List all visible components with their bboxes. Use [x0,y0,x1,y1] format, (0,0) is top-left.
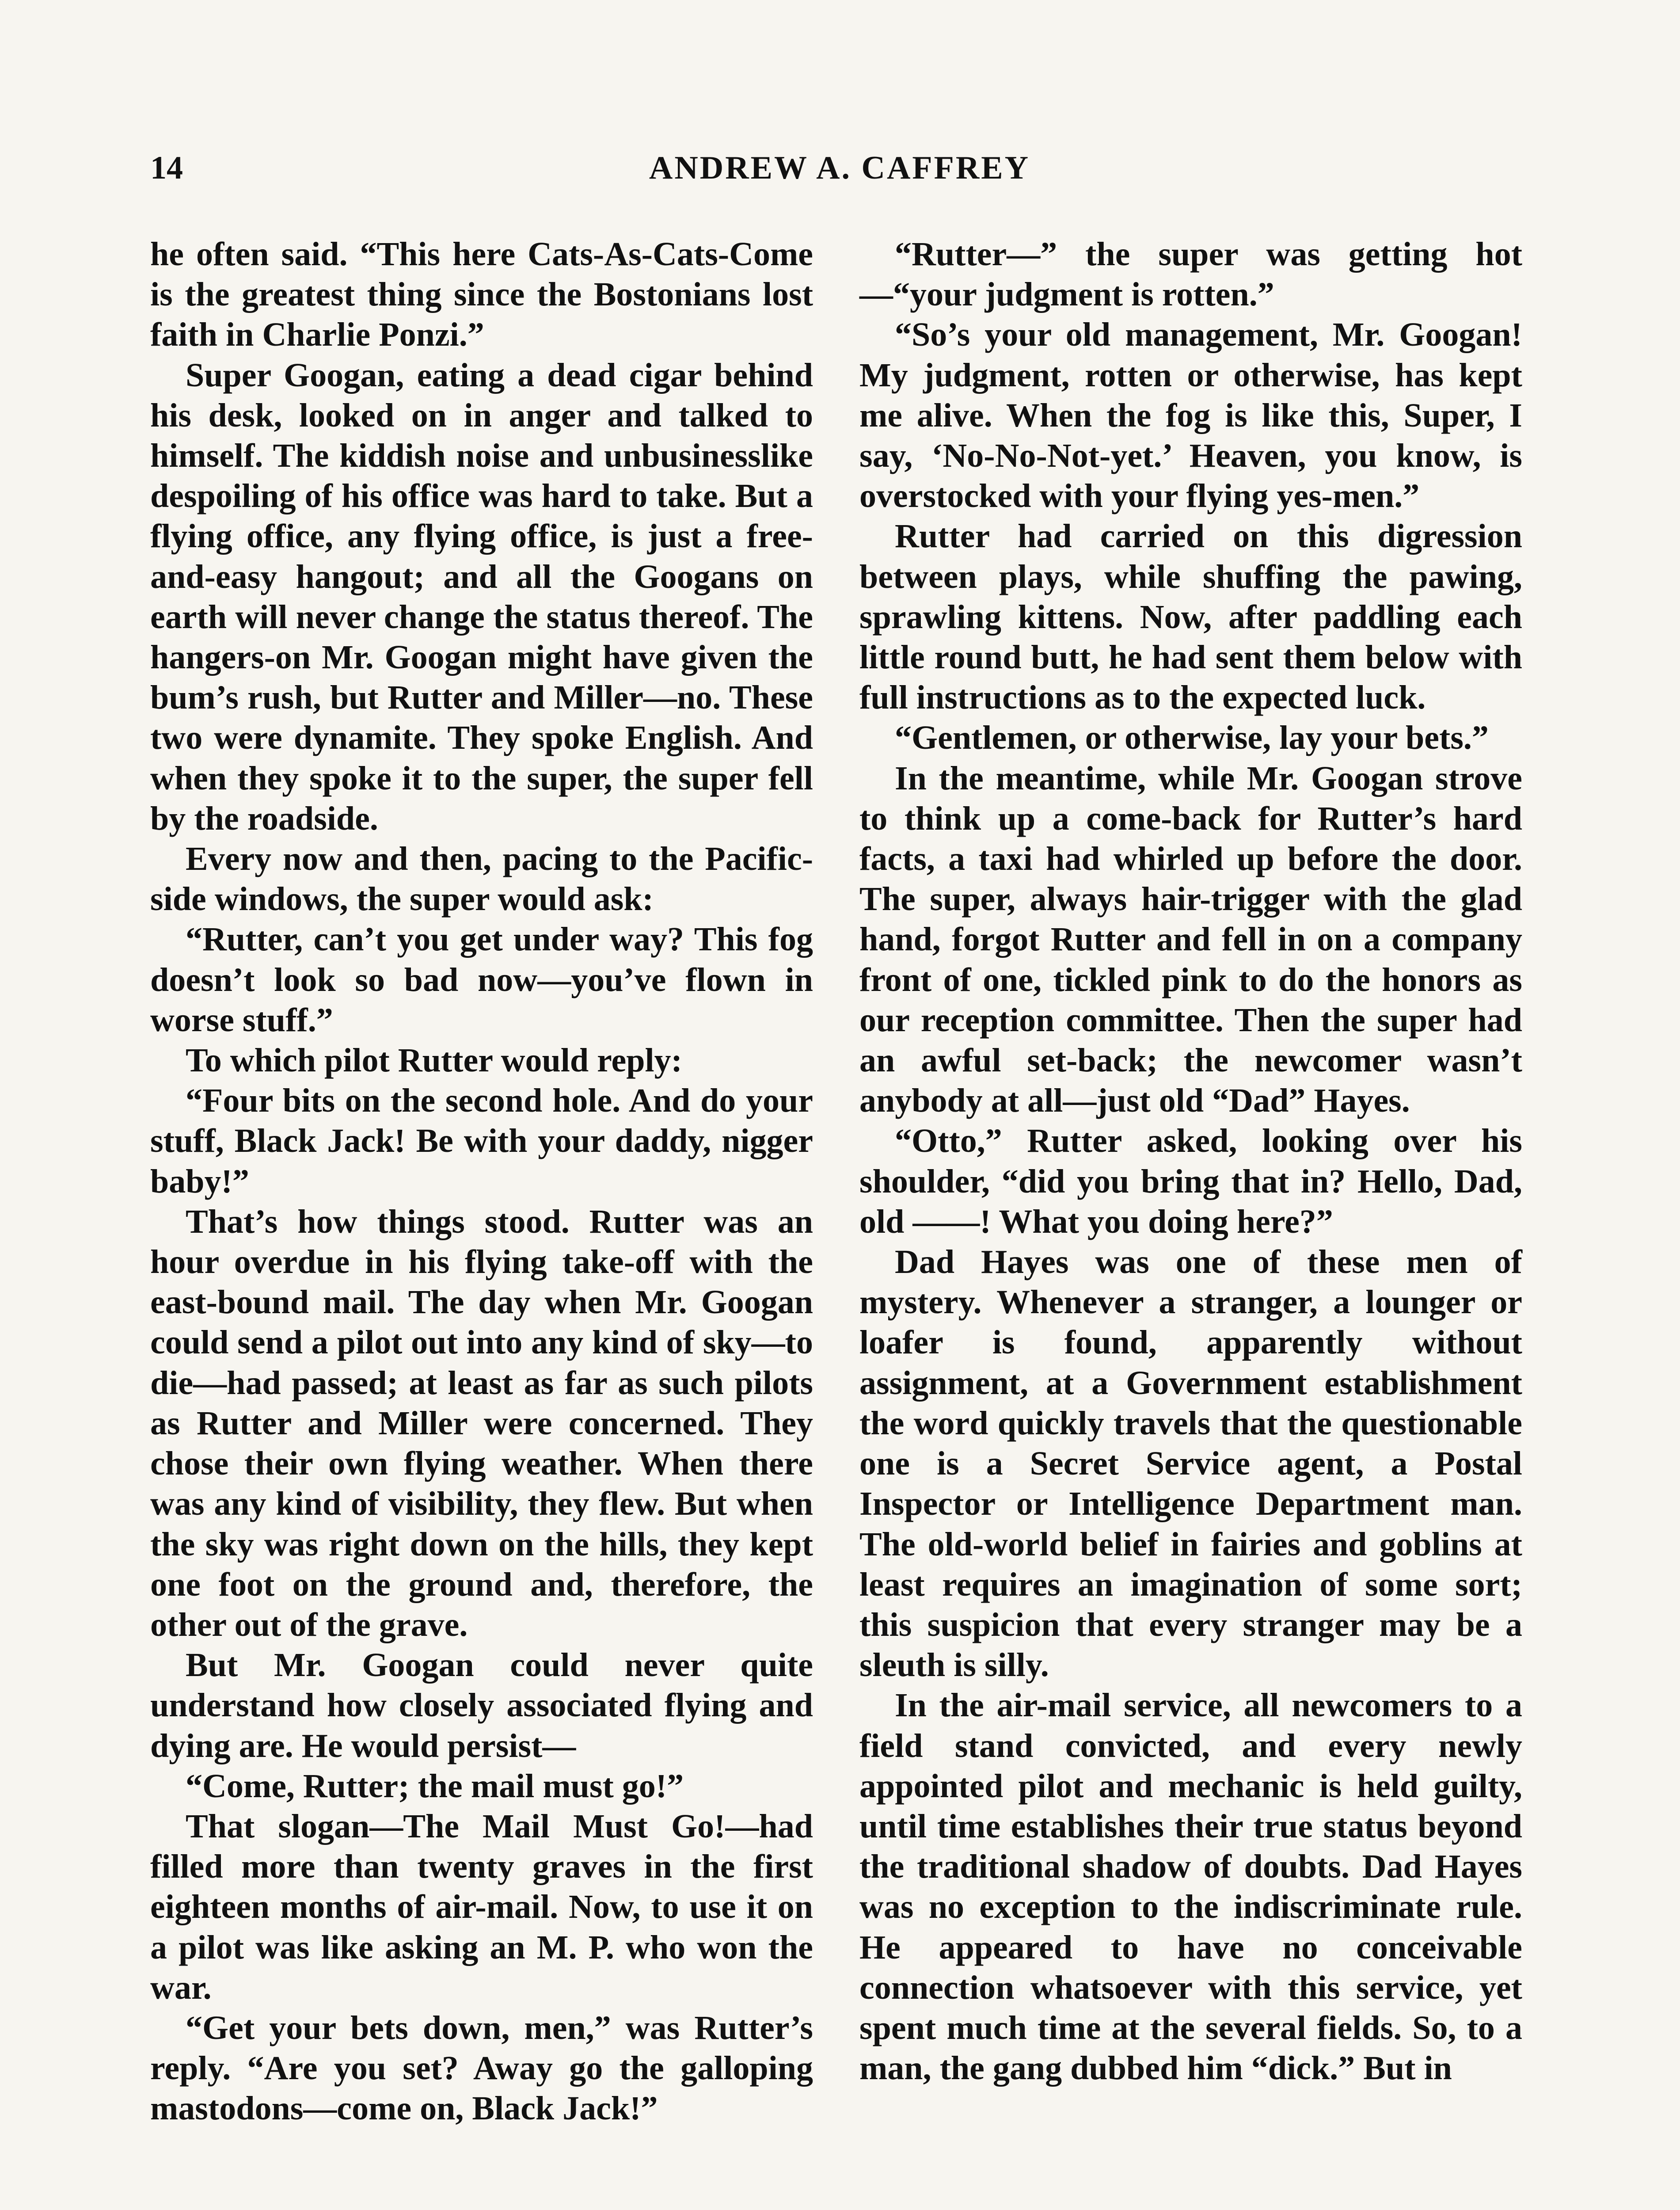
paragraph: “Rutter, can’t you get under way? This fog doesn’t look so bad now—you’ve flown in worse stuff.” [150,921,813,1039]
paragraph: In the meantime, while Mr. Googan strove to think up a come-back for Rutter’s hard facts, a taxi had whirled up before the door. The super, always hair-trigger with the glad hand, forgot Rutter and fell in on a company front of one, tickled pink to do the honors as our reception committee. Then the super had an awful set-back; the newcomer wasn’t anybody at all—just old “Dad” Hayes. [859,759,1522,1120]
right-column [859,234,1522,2088]
paragraph: “Come, Rutter; the mail must go!” [186,1767,684,1805]
paragraph: Dad Hayes was one of these men of mystery. Whenever a stranger, a lounger or loafer is found, apparently without assignment, at a Government establishment the word quickly travels that the questionable one is a Secret Service agent, a Postal Inspector or Intelligence Department man. The old-world belief in fairies and goblins at least requires an imagination of some sort; this suspicion that every stranger may be a sleuth is silly. [859,1243,1522,1684]
paragraph: That slogan—The Mail Must Go!—had filled more than twenty graves in the first eighteen months of air-mail. Now, to use it on a pilot was like asking an M. P. who won the war. [150,1807,813,2006]
paragraph: “Get your bets down, men,” was Rutter’s reply. “Are you set? Away go the galloping mastodons—come on, Black Jack!” [150,2009,813,2127]
paragraph: To which pilot Rutter would reply: [186,1042,682,1079]
paragraph: “So’s your old management, Mr. Googan! My judgment, rotten or otherwise, has kept me alive. When the fog is like this, Super, I say, ‘No-No-Not-yet.’ Heaven, you know, is overstocked with your flying yes-men.” [859,316,1522,515]
paragraph: But Mr. Googan could never quite understand how closely associated flying and dying are. He would persist— [150,1646,813,1764]
paragraph: In the air-mail service, all newcomers to a field stand convicted, and every newly appointed pilot and mechanic is held guilty, until time establishes their true status beyond the traditional shadow of doubts. Dad Hayes was no exception to the indiscriminate rule. He appeared to have no conceivable connection whatsoever with this service, yet spent much time at the several fields. So, to a man, the gang dubbed him “dick.” But in [859,1687,1522,2087]
paragraph: “Otto,” Rutter asked, looking over his shoulder, “did you bring that in? Hello, Dad, old ——! What you doing here?” [859,1122,1522,1240]
page-header [150,146,1529,199]
paragraph: “Rutter—” the super was getting hot—“your judgment is rotten.” [859,236,1522,313]
page-number: 14 [150,150,183,186]
paragraph: “Gentlemen, or otherwise, lay your bets.” [895,719,1489,757]
paragraph: “Four bits on the second hole. And do your stuff, Black Jack! Be with your daddy, nigger baby!” [150,1082,813,1200]
paragraph: Super Googan, eating a dead cigar behind his desk, looked on in anger and talked to himself. The kiddish noise and unbusinesslike despoiling of his office was hard to take. But a flying office, any flying office, is just a free-and-easy hangout; and all the Googans on earth will never change the status thereof. The hangers-on Mr. Googan might have given the bum’s rush, but Rutter and Miller—no. These two were dynamite. They spoke English. And when they spoke it to the super, the super fell by the roadside. [150,356,813,837]
paragraph: Every now and then, pacing to the Pacific-side windows, the super would ask: [150,840,813,918]
paragraph: Rutter had carried on this digression between plays, while shuffing the pawing, sprawling kittens. Now, after paddling each little round butt, he had sent them below with full instructions as to the expected luck. [859,518,1522,716]
running-head: ANDREW A. CAFFREY [649,150,1030,186]
paragraph: he often said. “This here Cats-As-Cats-Come is the greatest thing since the Bostonians lost faith in Charlie Ponzi.” [150,236,813,354]
paragraph: That’s how things stood. Rutter was an hour overdue in his flying take-off with the east-bound mail. The day when Mr. Googan could send a pilot out into any kind of sky—to die—had passed; at least as far as such pilots as Rutter and Miller were concerned. They chose their own flying weather. When there was any kind of visibility, they flew. But when the sky was right down on the hills, they kept one foot on the ground and, therefore, the other out of the grave. [150,1203,813,1643]
left-column [150,234,813,2129]
